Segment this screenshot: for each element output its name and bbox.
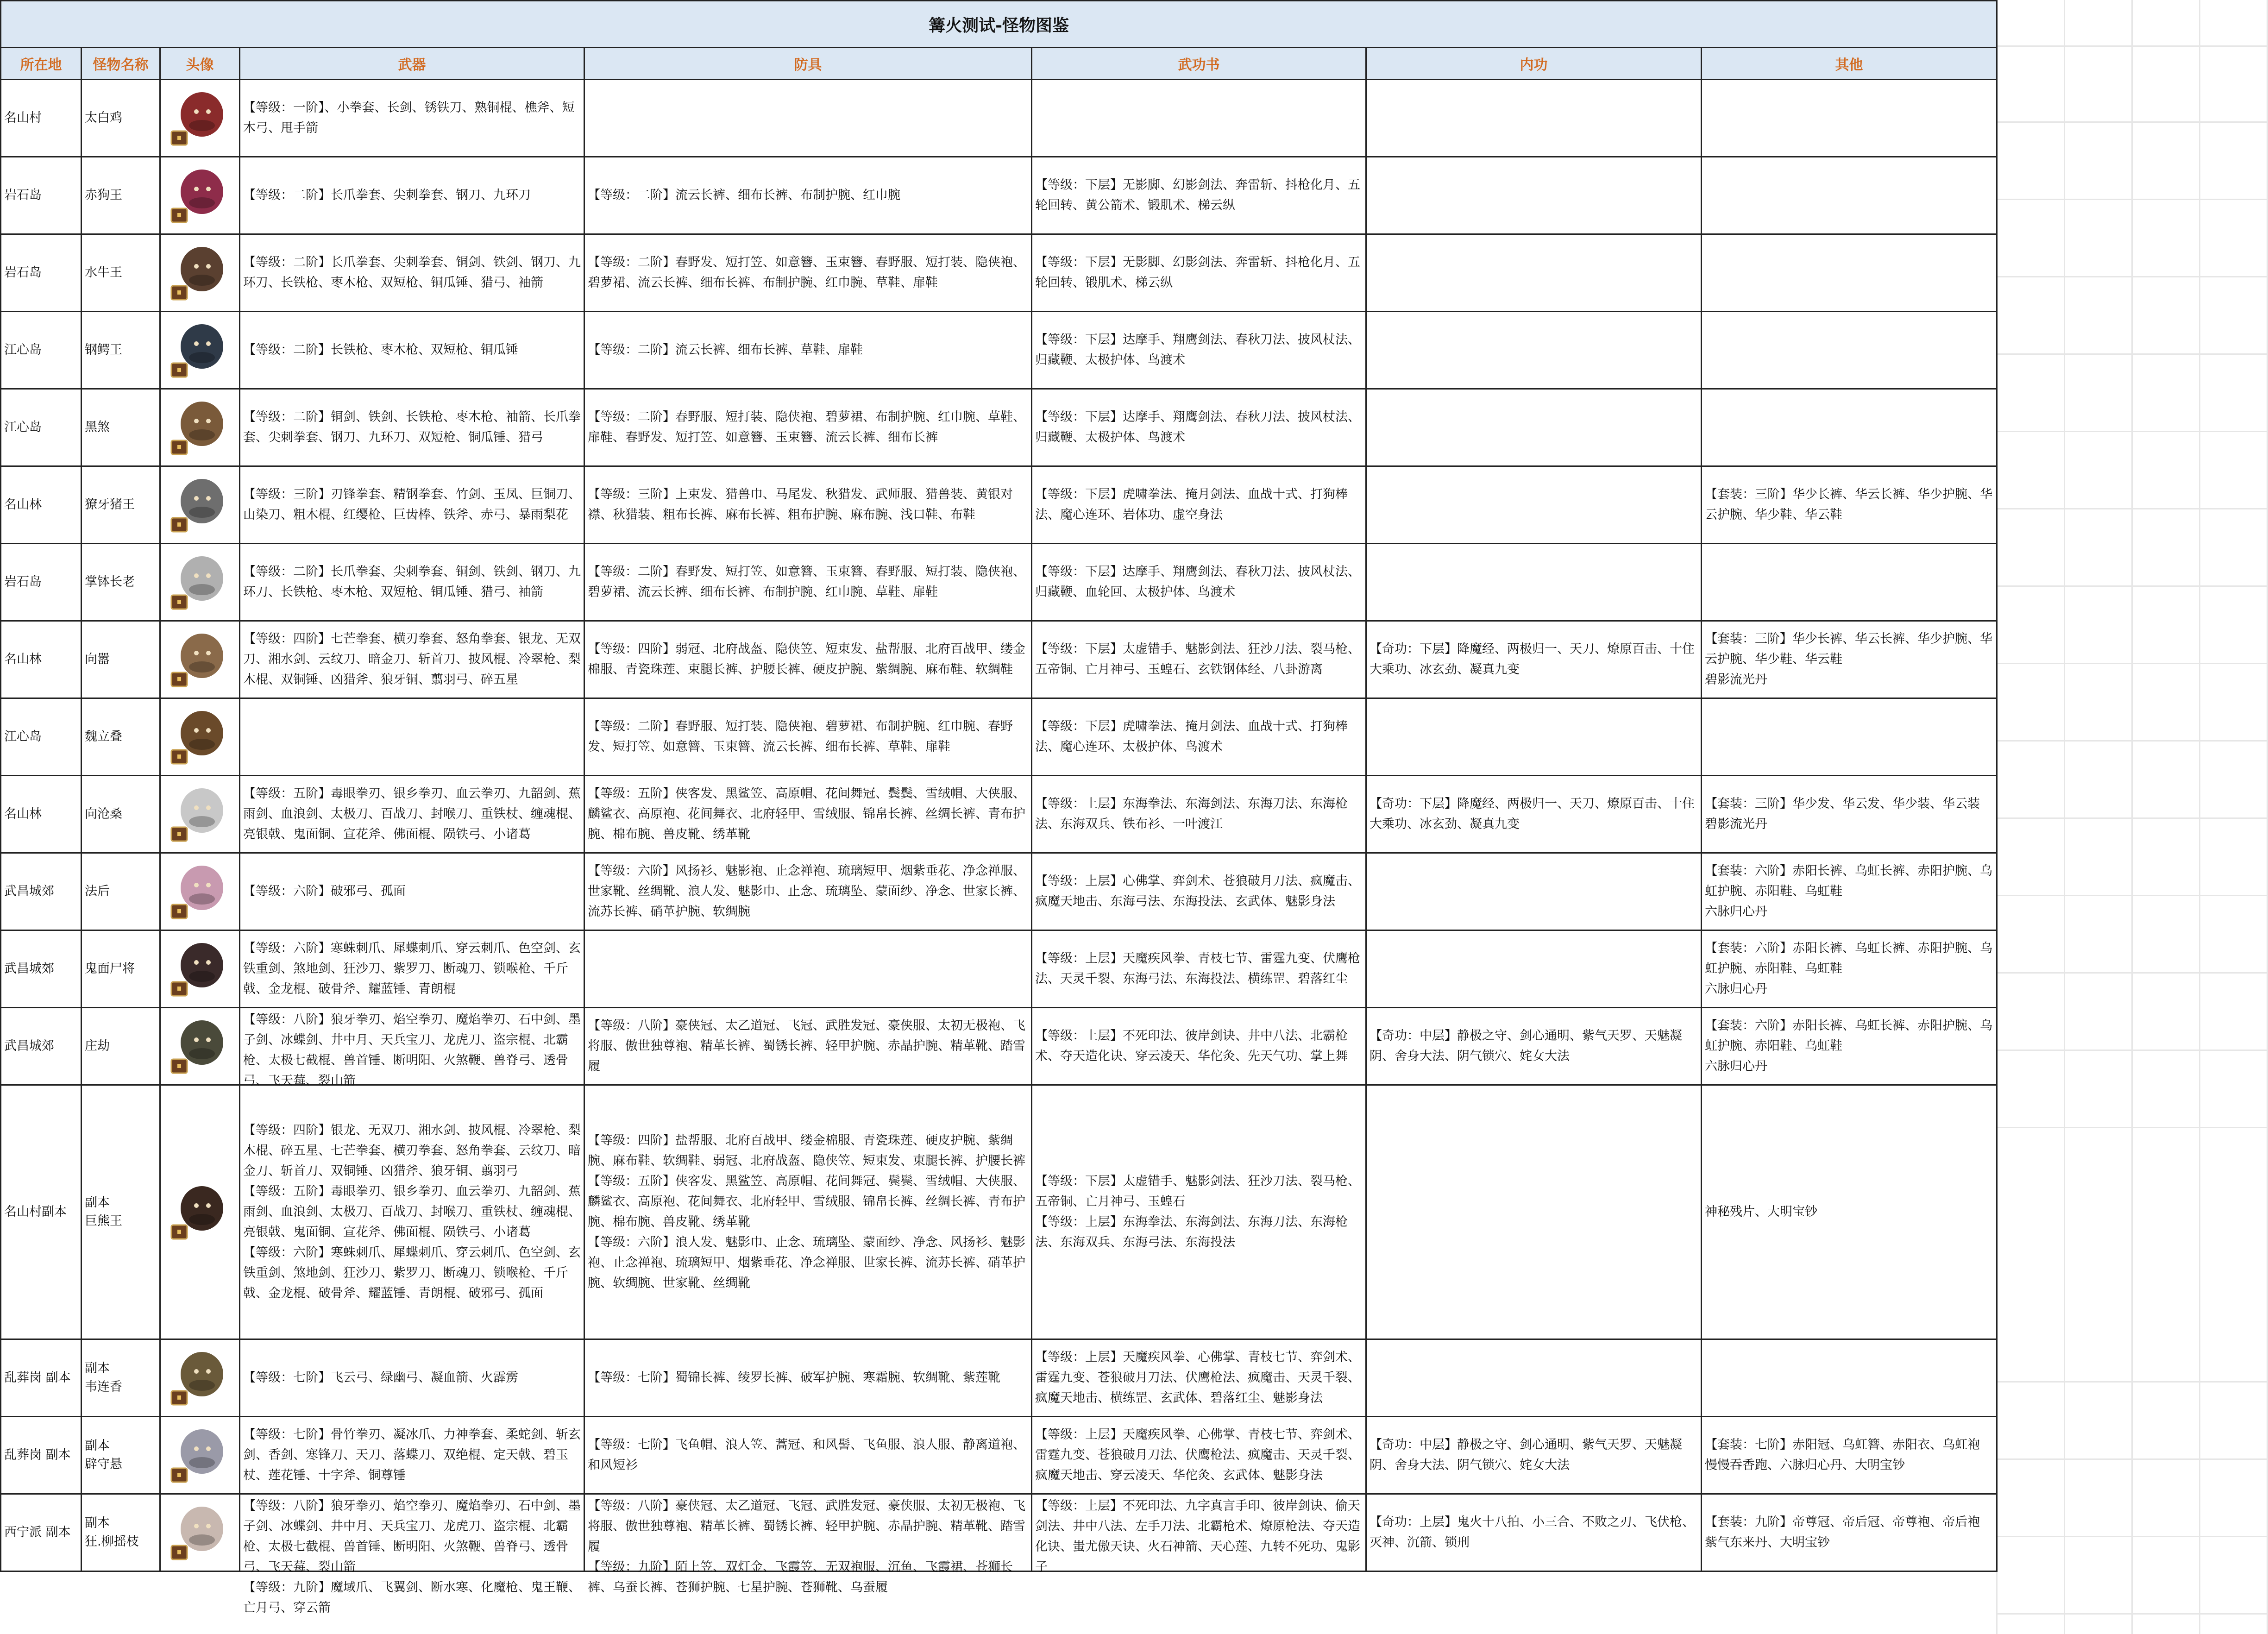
armor-cell[interactable] bbox=[584, 1494, 1032, 1595]
cell-text: 鬼面尸将 bbox=[85, 962, 135, 976]
grid-line bbox=[1996, 45, 2267, 47]
cell-text: 【等级：六阶】风扬衫、魅影袍、止念禅袍、琉璃短甲、烟紫垂花、净念禅服、世家靴、丝绸靴、浪人发、魅影巾、止念、琉璃坠、蒙面纱、净念、世家长裤、流苏长裤、硝革护腕、软绸腕 bbox=[588, 864, 1025, 919]
avatar-cell[interactable] bbox=[160, 544, 240, 621]
location-cell[interactable] bbox=[1, 1085, 82, 1339]
weapon-cell[interactable] bbox=[240, 1494, 584, 1615]
cell-text: 【等级：三阶】上束发、猎兽巾、马尾发、秋猎发、武师服、猎兽装、黄银对襟、秋猎装、粗布长裤、麻布长裤、粗布护腕、麻布腕、浅口鞋、布鞋 bbox=[588, 487, 1013, 522]
cell-text: 【等级：二阶】流云长裤、细布长裤、布制护腕、红巾腕 bbox=[588, 188, 900, 202]
cell-text: 【等级：六阶】破邪弓、孤面 bbox=[243, 884, 406, 899]
grid-line bbox=[1996, 972, 2267, 974]
cell-text: 【等级：下层】无影脚、幻影剑法、奔雷斩、抖枪化月、五轮回转、锻肌术、梯云纵 bbox=[1035, 255, 1360, 290]
other-cell[interactable] bbox=[1702, 466, 1997, 544]
armor-cell[interactable] bbox=[584, 312, 1032, 389]
armor-cell[interactable] bbox=[584, 1339, 1032, 1417]
table-row bbox=[1, 1339, 1997, 1417]
neigong-cell[interactable] bbox=[1366, 312, 1702, 389]
grid-line bbox=[1996, 199, 2267, 200]
avatar-cell[interactable] bbox=[160, 930, 240, 1008]
neigong-cell[interactable] bbox=[1366, 234, 1702, 312]
cell-text: 【奇功：中层】静极之守、剑心通明、紫气天罗、天魅凝阴、舍身大法、阴气锁穴、姹女大法 bbox=[1370, 1438, 1682, 1472]
cell-text: 钢鳄王 bbox=[85, 343, 122, 357]
table-row bbox=[1, 1417, 1997, 1494]
avatar-cell[interactable] bbox=[160, 1339, 240, 1417]
grid-line bbox=[1996, 585, 2267, 587]
cell-text: 【等级：下层】达摩手、翔鹰剑法、春秋刀法、披风杖法、归藏鞭、血轮回、太极护体、鸟渡术 bbox=[1035, 565, 1360, 599]
cell-text: 【等级：四阶】银龙、无双刀、湘水剑、披风棍、冷翠枪、梨木棍、碎五星、七芒拳套、横刃拳套、怒角拳套、云纹刀、暗金刀、斩首刀、双铜锤、凶猎斧、狼牙铜、翦羽弓 【等级：五阶】毒眼拳刃、银乡拳刃、血云拳刃、九韶剑、蕉雨剑、血浪剑、太极刀、百战刀、封喉刀、重铁杖、缠魂棍、亮银戟、鬼面铜、宣花斧、佛面棍、陨铁弓、小诸葛 【等级：六阶】寒蛛刺爪、犀蝶刺爪、穿云刺爪、色空剑、玄铁重剑、煞地剑、狂沙刀、紫罗刀、断魂刀、锁喉枪、千斤戟、金龙棍、破骨斧、耀蓝锤、青朗棍、破邪弓、孤面 bbox=[243, 1123, 581, 1301]
cell-text: 【等级：下层】达摩手、翔鹰剑法、春秋刀法、披风杖法、归藏鞭、太极护体、鸟渡术 bbox=[1035, 410, 1360, 445]
neigong-cell[interactable] bbox=[1366, 157, 1702, 234]
cell-text: 【套装：三阶】华少长裤、华云长裤、华少护腕、华云护腕、华少鞋、华云鞋 碧影流光丹 bbox=[1705, 632, 1992, 687]
cell-text: 【等级：四阶】弱冠、北府战盔、隐侠笠、短束发、盐帮服、北府百战甲、缕金棉服、青瓷珠莲、束腿长裤、护腰长裤、硬皮护腕、紫绸腕、麻布鞋、软绸鞋 bbox=[588, 642, 1025, 677]
buffalo-icon bbox=[168, 240, 232, 305]
location-cell[interactable] bbox=[1, 776, 82, 853]
table-row bbox=[1, 389, 1997, 466]
monster-name-cell[interactable] bbox=[82, 466, 160, 544]
neigong-cell[interactable] bbox=[1366, 1494, 1702, 1571]
weapon-cell[interactable] bbox=[240, 930, 584, 1008]
location-cell[interactable] bbox=[1, 389, 82, 466]
neigong-cell[interactable] bbox=[1366, 776, 1702, 853]
header-row bbox=[1, 48, 1997, 80]
header-martial-book: 武功书 bbox=[1032, 48, 1366, 80]
other-cell[interactable] bbox=[1702, 853, 1997, 930]
rooster-icon bbox=[168, 86, 232, 151]
other-cell[interactable] bbox=[1702, 621, 1997, 698]
monster-name-cell[interactable] bbox=[82, 80, 160, 157]
cell-text: 【等级：上层】天魔疾风拳、心佛掌、青枝七节、弈剑术、雷霆九变、苍狼破月刀法、伏鹰枪法、疯魔击、天灵千裂、疯魔天地击、横练罡、玄武体、碧落红尘、魅影身法 bbox=[1035, 1350, 1360, 1405]
cell-text: 【等级：二阶】春野服、短打装、隐侠袍、碧萝裙、布制护腕、红巾腕、草鞋、扉鞋、春野发、短打笠、如意簪、玉束簪、流云长裤、细布长裤 bbox=[588, 410, 1025, 445]
cell-text: 掌钵长老 bbox=[85, 575, 135, 589]
armor-cell[interactable] bbox=[584, 853, 1032, 930]
ghost-general-icon bbox=[168, 936, 232, 1001]
monster-name-cell[interactable] bbox=[82, 930, 160, 1008]
neigong-cell[interactable] bbox=[1366, 621, 1702, 698]
table-row bbox=[1, 544, 1997, 621]
weapon-cell[interactable] bbox=[240, 776, 584, 853]
cell-text: 水牛王 bbox=[85, 265, 122, 280]
grid-line bbox=[1996, 508, 2267, 509]
neigong-cell[interactable] bbox=[1366, 930, 1702, 1008]
other-cell[interactable] bbox=[1702, 544, 1997, 621]
cell-text: 向嚣 bbox=[85, 652, 110, 666]
grid-line bbox=[1996, 817, 2267, 819]
cell-text: 獠牙猪王 bbox=[85, 497, 135, 512]
book-cell[interactable] bbox=[1032, 1417, 1366, 1494]
cell-text: 【等级：八阶】豪侠冠、太乙道冠、飞冠、武胜发冠、豪侠服、太初无极袍、飞将服、傲世独尊袍、精革长裤、蜀锈长裤、轻甲护腕、赤晶护腕、精革靴、踏雪履 bbox=[588, 1018, 1025, 1074]
location-cell[interactable] bbox=[1, 1494, 82, 1571]
grid-line bbox=[1996, 663, 2267, 664]
neigong-cell[interactable] bbox=[1366, 466, 1702, 544]
cell-text: 【等级：四阶】七芒拳套、横刃拳套、怒角拳套、银龙、无双刀、湘水剑、云纹刀、暗金刀、斩首刀、披风棍、冷翠枪、梨木棍、双铜锤、凶猎斧、狼牙铜、翦羽弓、碎五星 bbox=[243, 632, 581, 687]
cell-text: 【奇功：上层】鬼火十八拍、小三合、不败之刃、飞伏枪、灭神、沉箭、锁刑 bbox=[1370, 1515, 1695, 1550]
cell-text: 名山村 bbox=[4, 111, 42, 125]
avatar-cell[interactable] bbox=[160, 853, 240, 930]
grid-line bbox=[1996, 740, 2267, 742]
boar-icon bbox=[168, 163, 232, 228]
table-row bbox=[1, 621, 1997, 698]
avatar-cell[interactable] bbox=[160, 466, 240, 544]
other-cell[interactable] bbox=[1702, 1008, 1997, 1085]
weapon-cell[interactable] bbox=[240, 312, 584, 389]
cell-text: 【等级：八阶】狼牙拳刃、焰空拳刃、魔焰拳刃、石中剑、墨子剑、冰蝶剑、井中月、天兵宝刀、龙虎刀、盗宗棍、北霸枪、太极七截棍、兽首锤、断明阳、火煞鞭、兽脊弓、透骨弓、飞天莓、裂山箭 bbox=[243, 1012, 581, 1088]
other-cell[interactable] bbox=[1702, 930, 1997, 1008]
book-cell[interactable] bbox=[1032, 466, 1366, 544]
table-row bbox=[1, 312, 1997, 389]
cell-text: 黑煞 bbox=[85, 420, 110, 434]
grid-line bbox=[1996, 121, 2267, 123]
cell-text: 江心岛 bbox=[4, 420, 42, 434]
avatar-cell[interactable] bbox=[160, 1417, 240, 1494]
cell-text: 向沧桑 bbox=[85, 807, 122, 821]
bandit-icon bbox=[168, 395, 232, 460]
avatar-cell[interactable] bbox=[160, 234, 240, 312]
cell-text: 【等级：上层】不死印法、彼岸剑诀、井中八法、北霸枪术、夺天造化诀、穿云凌天、华佗灸、先天气功、掌上舞 bbox=[1035, 1029, 1348, 1063]
cell-text: 【等级：下层】太虚错手、魅影剑法、狂沙刀法、裂马枪、五帝铜、亡月神弓、玉蝗石 【等级：上层】东海拳法、东海剑法、东海刀法、东海枪法、东海双兵、东海弓法、东海投法 bbox=[1035, 1174, 1360, 1250]
cell-text: 【等级：二阶】春野发、短打笠、如意簪、玉束簪、春野服、短打装、隐侠袍、碧萝裙、流云长裤、细布长裤、布制护腕、红巾腕、草鞋、扉鞋 bbox=[588, 565, 1025, 599]
monster-name-cell[interactable] bbox=[82, 157, 160, 234]
location-cell[interactable] bbox=[1, 544, 82, 621]
book-cell[interactable] bbox=[1032, 1008, 1366, 1085]
header-avatar: 头像 bbox=[160, 48, 240, 80]
neigong-cell[interactable] bbox=[1366, 1008, 1702, 1085]
horned-demon-icon bbox=[168, 1345, 232, 1410]
cell-text: 武昌城郊 bbox=[4, 1039, 54, 1053]
other-cell[interactable] bbox=[1702, 698, 1997, 776]
neigong-cell[interactable] bbox=[1366, 698, 1702, 776]
monster-name-cell[interactable] bbox=[82, 389, 160, 466]
table-row bbox=[1, 234, 1997, 312]
armor-cell[interactable] bbox=[584, 698, 1032, 776]
location-cell[interactable] bbox=[1, 157, 82, 234]
weapon-cell[interactable] bbox=[240, 544, 584, 621]
cell-text: 【等级：上层】天魔疾风拳、心佛掌、青枝七节、弈剑术、雷霆九变、苍狼破月刀法、伏鹰枪法、疯魔击、天灵千裂、疯魔天地击、穿云凌天、华佗灸、玄武体、魅影身法 bbox=[1035, 1427, 1360, 1483]
cell-text: 【套装：九阶】帝尊冠、帝后冠、帝尊袍、帝后袍 紫气东来丹、大明宝钞 bbox=[1705, 1515, 1980, 1550]
avatar-cell[interactable] bbox=[160, 389, 240, 466]
grid-line bbox=[1996, 1536, 2267, 1537]
weapon-cell[interactable] bbox=[240, 853, 584, 930]
monk-icon bbox=[168, 627, 232, 692]
cell-text: 【套装：三阶】华少长裤、华云长裤、华少护腕、华云护腕、华少鞋、华云鞋 bbox=[1705, 487, 1992, 522]
cell-text: 【等级：六阶】寒蛛刺爪、犀蝶刺爪、穿云刺爪、色空剑、玄铁重剑、煞地剑、狂沙刀、紫罗刀、断魂刀、锁喉枪、千斤戟、金龙棍、破骨斧、耀蓝锤、青朗棍 bbox=[243, 941, 581, 996]
grid-line bbox=[1996, 895, 2267, 896]
header-monster-name: 怪物名称 bbox=[82, 48, 160, 80]
cell-text: 神秘残片、大明宝钞 bbox=[1705, 1205, 1817, 1219]
old-master-icon bbox=[168, 1500, 232, 1565]
book-cell[interactable] bbox=[1032, 389, 1366, 466]
weapon-cell[interactable] bbox=[240, 1339, 584, 1417]
book-cell[interactable] bbox=[1032, 544, 1366, 621]
avatar-cell[interactable] bbox=[160, 80, 240, 157]
bear-icon bbox=[168, 1180, 232, 1244]
location-cell[interactable] bbox=[1, 312, 82, 389]
avatar-cell[interactable] bbox=[160, 621, 240, 698]
avatar-cell[interactable] bbox=[160, 312, 240, 389]
other-cell[interactable] bbox=[1702, 234, 1997, 312]
cell-text: 【等级：二阶】春野服、短打装、隐侠袍、碧萝裙、布制护腕、红巾腕、春野发、短打笠、如意簪、玉束簪、流云长裤、细布长裤、草鞋、扉鞋 bbox=[588, 719, 1013, 754]
location-cell[interactable] bbox=[1, 80, 82, 157]
cell-text: 【奇功：下层】降魔经、两极归一、天刀、燎原百击、十住大乘功、冰玄劲、凝真九变 bbox=[1370, 642, 1695, 677]
grid-line bbox=[1996, 1458, 2267, 1460]
cell-text: 【等级：上层】东海拳法、东海剑法、东海刀法、东海枪法、东海双兵、铁布衫、一叶渡江 bbox=[1035, 797, 1348, 831]
other-cell[interactable] bbox=[1702, 389, 1997, 466]
neigong-cell[interactable] bbox=[1366, 389, 1702, 466]
monster-name-cell[interactable] bbox=[82, 544, 160, 621]
book-cell[interactable] bbox=[1032, 1494, 1366, 1574]
grid-line bbox=[1996, 276, 2267, 277]
weapon-cell[interactable] bbox=[240, 80, 584, 157]
cell-text: 【等级：一阶】、小拳套、长剑、锈铁刀、熟铜棍、樵斧、短木弓、甩手箭 bbox=[243, 101, 575, 135]
neigong-cell[interactable] bbox=[1366, 80, 1702, 157]
grid-line bbox=[1996, 1613, 2267, 1615]
monster-name-cell[interactable] bbox=[82, 698, 160, 776]
cell-text: 法后 bbox=[85, 884, 110, 899]
cell-text: 太白鸡 bbox=[85, 111, 122, 125]
header-neigong: 内功 bbox=[1366, 48, 1702, 80]
armor-cell[interactable] bbox=[584, 621, 1032, 698]
cell-text: 【等级：三阶】刃锋拳套、精钢拳套、竹剑、玉凤、巨铜刀、山染刀、粗木棍、红缨枪、巨齿棒、铁斧、赤弓、暴雨梨花 bbox=[243, 487, 581, 522]
header-armor: 防具 bbox=[584, 48, 1032, 80]
cell-text: 【等级：四阶】盐帮服、北府百战甲、缕金棉服、青瓷珠莲、硬皮护腕、紫绸腕、麻布鞋、软绸鞋、弱冠、北府战盔、隐侠笠、短束发、束腿长裤、护腰长裤 【等级：五阶】侠客发、黑鲨笠、高原帽、花间舞冠、鬓鬓、雪绒帽、大侠服、麟鲨衣、高原袍、花间舞衣、北府轻甲、雪绒服、锦帛长裤、丝绸长裤、青布护腕、棉布腕、兽皮靴、绣革靴 【等级：六阶】浪人发、魅影巾、止念、琉璃坠、蒙面纱、净念、风扬衫、魅影袍、止念禅袍、琉璃短甲、烟紫垂花、净念禅服、世家长裤、流苏长裤、硝革护腕、软绸腕、世家靴、丝绸靴 bbox=[588, 1133, 1025, 1290]
cell-text: 【等级：八阶】狼牙拳刃、焰空拳刃、魔焰拳刃、石中剑、墨子剑、冰蝶剑、井中月、天兵宝刀、龙虎刀、盗宗棍、北霸枪、太极七截棍、兽首锤、断明阳、火煞鞭、兽脊弓、透骨弓、飞天莓、裂山箭 【等级：九阶】魔域爪、飞翼剑、断水寒、化魔枪、鬼王鞭、亡月弓、穿云箭 bbox=[243, 1499, 581, 1615]
cell-text: 武昌城郊 bbox=[4, 884, 54, 899]
location-cell[interactable] bbox=[1, 698, 82, 776]
table-row bbox=[1, 466, 1997, 544]
cell-text: 名山林 bbox=[4, 497, 42, 512]
grid-line bbox=[1996, 353, 2267, 355]
cell-text: 【等级：二阶】长爪拳套、尖刺拳套、铜剑、铁剑、钢刀、九环刀、长铁枪、枣木枪、双短枪、铜瓜锤、猎弓、袖箭 bbox=[243, 565, 581, 599]
cell-text: 副本 巨熊王 bbox=[85, 1195, 122, 1228]
monster-name-cell[interactable] bbox=[82, 853, 160, 930]
cell-text: 【等级：上层】不死印法、九字真言手印、彼岸剑诀、偷天剑法、井中八法、左手刀法、北霸枪术、燎原枪法、夺天造化诀、蚩尤傲天诀、火石神箭、天心莲、九转不死功、鬼影子 bbox=[1035, 1499, 1360, 1574]
cell-text: 乱葬岗 副本 bbox=[4, 1370, 71, 1385]
white-hair-icon bbox=[168, 1423, 232, 1488]
weapon-cell[interactable] bbox=[240, 621, 584, 698]
book-cell[interactable] bbox=[1032, 80, 1366, 157]
cell-text: 岩石岛 bbox=[4, 265, 42, 280]
armor-cell[interactable] bbox=[584, 466, 1032, 544]
monster-name-cell[interactable] bbox=[82, 1008, 160, 1085]
other-cell[interactable] bbox=[1702, 1417, 1997, 1494]
cell-text: 【等级：上层】天魔疾风拳、青枝七节、雷霆九变、伏鹰枪法、天灵千裂、东海弓法、东海投法、横练罡、碧落红尘 bbox=[1035, 951, 1360, 986]
cell-text: 副本 韦连香 bbox=[85, 1361, 122, 1394]
table-row bbox=[1, 930, 1997, 1008]
avatar-cell[interactable] bbox=[160, 1494, 240, 1571]
book-cell[interactable] bbox=[1032, 621, 1366, 698]
cell-text: 【等级：五阶】毒眼拳刃、银乡拳刃、血云拳刃、九韶剑、蕉雨剑、血浪剑、太极刀、百战刀、封喉刀、重铁杖、缠魂棍、亮银戟、鬼面铜、宣花斧、佛面棍、陨铁弓、小诸葛 bbox=[243, 786, 581, 842]
cell-text: 【等级：二阶】长铁枪、枣木枪、双短枪、铜瓜锤 bbox=[243, 343, 518, 357]
sheet-title: 篝火测试-怪物图鉴 bbox=[1, 1, 1997, 48]
warrior-hat-icon bbox=[168, 704, 232, 769]
header-weapon: 武器 bbox=[240, 48, 584, 80]
neigong-cell[interactable] bbox=[1366, 1417, 1702, 1494]
cell-text: 副本 狂.柳摇枝 bbox=[85, 1516, 139, 1549]
grid-line bbox=[2199, 0, 2200, 1634]
boar-king-icon bbox=[168, 472, 232, 537]
monster-name-cell[interactable] bbox=[82, 1339, 160, 1417]
armor-cell[interactable] bbox=[584, 1417, 1032, 1494]
cell-text: 西宁派 副本 bbox=[4, 1525, 71, 1540]
neigong-cell[interactable] bbox=[1366, 853, 1702, 930]
book-cell[interactable] bbox=[1032, 1085, 1366, 1339]
cell-text: 【等级：七阶】飞鱼帽、浪人笠、蒿冠、和风髻、飞鱼服、浪人服、静离道袍、和风短衫 bbox=[588, 1438, 1025, 1472]
table-row bbox=[1, 776, 1997, 853]
avatar-cell[interactable] bbox=[160, 1008, 240, 1085]
other-cell[interactable] bbox=[1702, 776, 1997, 853]
monster-name-cell[interactable] bbox=[82, 1494, 160, 1571]
cell-text: 【等级：上层】心佛掌、弈剑术、苍狼破月刀法、疯魔击、疯魔天地击、东海弓法、东海投法、玄武体、魅影身法 bbox=[1035, 874, 1360, 909]
cell-text: 名山林 bbox=[4, 652, 42, 666]
armor-cell[interactable] bbox=[584, 776, 1032, 853]
cell-text: 【套装：三阶】华少发、华云发、华少装、华云装 碧影流光丹 bbox=[1705, 797, 1980, 831]
armor-cell[interactable] bbox=[584, 80, 1032, 157]
armor-cell[interactable] bbox=[584, 234, 1032, 312]
table-row bbox=[1, 1494, 1997, 1571]
table-row bbox=[1, 157, 1997, 234]
weapon-cell[interactable] bbox=[240, 157, 584, 234]
cell-text: 魏立叠 bbox=[85, 729, 122, 744]
weapon-cell[interactable] bbox=[240, 1417, 584, 1494]
cell-text: 武昌城郊 bbox=[4, 962, 54, 976]
location-cell[interactable] bbox=[1, 621, 82, 698]
weapon-cell[interactable] bbox=[240, 466, 584, 544]
other-cell[interactable] bbox=[1702, 1339, 1997, 1417]
weapon-cell[interactable] bbox=[240, 1008, 584, 1088]
monster-name-cell[interactable] bbox=[82, 234, 160, 312]
cell-text: 【奇功：中层】静极之守、剑心通明、紫气天罗、天魅凝阴、舍身大法、阴气锁穴、姹女大法 bbox=[1370, 1029, 1682, 1063]
lady-icon bbox=[168, 859, 232, 924]
cell-text: 【等级：下层】无影脚、幻影剑法、奔雷斩、抖枪化月、五轮回转、黄公箭术、锻肌术、梯云纵 bbox=[1035, 178, 1360, 213]
cell-text: 名山村副本 bbox=[4, 1205, 67, 1219]
swordsman-icon bbox=[168, 782, 232, 847]
armor-cell[interactable] bbox=[584, 930, 1032, 1008]
cell-text: 【等级：二阶】流云长裤、细布长裤、草鞋、扉鞋 bbox=[588, 343, 863, 357]
table-row bbox=[1, 1008, 1997, 1085]
location-cell[interactable] bbox=[1, 466, 82, 544]
book-cell[interactable] bbox=[1032, 312, 1366, 389]
elder-icon bbox=[168, 550, 232, 615]
cell-text: 岩石岛 bbox=[4, 575, 42, 589]
location-cell[interactable] bbox=[1, 1339, 82, 1417]
avatar-cell[interactable] bbox=[160, 776, 240, 853]
cell-text: 【套装：七阶】赤阳冠、乌虹簪、赤阳衣、乌虹袍 慢慢吞香跑、六脉归心丹、大明宝钞 bbox=[1705, 1438, 1980, 1472]
avatar-cell[interactable] bbox=[160, 1085, 240, 1339]
cell-text: 【等级：七阶】骨竹拳刃、凝冰爪、力神拳套、柔蛇剑、斩玄剑、香剑、寒锋刀、天刀、落蝶刀、双绝棍、定天戟、碧玉杖、莲花锤、十字斧、铜尊锤 bbox=[243, 1427, 581, 1483]
weapon-cell[interactable] bbox=[240, 698, 584, 776]
grid-line bbox=[1996, 1127, 2267, 1128]
monster-name-cell[interactable] bbox=[82, 1417, 160, 1494]
book-cell[interactable] bbox=[1032, 1339, 1366, 1417]
cell-text: 江心岛 bbox=[4, 729, 42, 744]
other-cell[interactable] bbox=[1702, 157, 1997, 234]
book-cell[interactable] bbox=[1032, 234, 1366, 312]
table-row bbox=[1, 80, 1997, 157]
cell-text: 乱葬岗 副本 bbox=[4, 1448, 71, 1462]
grid-line bbox=[2131, 0, 2133, 1634]
cell-text: 岩石岛 bbox=[4, 188, 42, 202]
cell-text: 名山林 bbox=[4, 807, 42, 821]
cell-text: 【等级：二阶】长爪拳套、尖刺拳套、钢刀、九环刀 bbox=[243, 188, 531, 202]
grid-line bbox=[1996, 1381, 2267, 1383]
location-cell[interactable] bbox=[1, 930, 82, 1008]
location-cell[interactable] bbox=[1, 234, 82, 312]
monster-name-cell[interactable] bbox=[82, 312, 160, 389]
cell-text: 江心岛 bbox=[4, 343, 42, 357]
grid-line bbox=[1996, 431, 2267, 432]
weapon-cell[interactable] bbox=[240, 1085, 584, 1339]
header-other: 其他 bbox=[1702, 48, 1997, 80]
other-cell[interactable] bbox=[1702, 80, 1997, 157]
grid-line bbox=[2064, 0, 2065, 1634]
cell-text: 【等级：下层】虎啸拳法、掩月剑法、血战十式、打狗棒法、魔心连环、太极护体、鸟渡术 bbox=[1035, 719, 1348, 754]
cell-text: 【等级：五阶】侠客发、黑鲨笠、高原帽、花间舞冠、鬓鬓、雪绒帽、大侠服、麟鲨衣、高原袍、花间舞衣、北府轻甲、雪绒服、锦帛长裤、丝绸长裤、青布护腕、棉布腕、兽皮靴、绣革靴 bbox=[588, 786, 1025, 842]
grid-line bbox=[1996, 1050, 2267, 1051]
avatar-cell[interactable] bbox=[160, 698, 240, 776]
book-cell[interactable] bbox=[1032, 157, 1366, 234]
location-cell[interactable] bbox=[1, 1417, 82, 1494]
cell-text: 【等级：下层】达摩手、翔鹰剑法、春秋刀法、披风杖法、归藏鞭、太极护体、鸟渡术 bbox=[1035, 333, 1360, 367]
cell-text: 【等级：二阶】春野发、短打笠、如意簪、玉束簪、春野服、短打装、隐侠袍、碧萝裙、流云长裤、细布长裤、布制护腕、红巾腕、草鞋、扉鞋 bbox=[588, 255, 1025, 290]
other-cell[interactable] bbox=[1702, 312, 1997, 389]
neigong-cell[interactable] bbox=[1366, 1339, 1702, 1417]
armor-cell[interactable] bbox=[584, 157, 1032, 234]
cell-text: 【套装：六阶】赤阳长裤、乌虹长裤、赤阳护腕、乌虹护腕、赤阳鞋、乌虹鞋 六脉归心丹 bbox=[1705, 864, 1992, 919]
header-location: 所在地 bbox=[1, 48, 82, 80]
monster-name-cell[interactable] bbox=[82, 776, 160, 853]
cell-text: 庄劫 bbox=[85, 1039, 110, 1053]
armor-cell[interactable] bbox=[584, 389, 1032, 466]
avatar-cell[interactable] bbox=[160, 157, 240, 234]
armor-cell[interactable] bbox=[584, 1008, 1032, 1085]
book-cell[interactable] bbox=[1032, 698, 1366, 776]
cell-text: 赤狗王 bbox=[85, 188, 122, 202]
table-row bbox=[1, 698, 1997, 776]
neigong-cell[interactable] bbox=[1366, 1085, 1702, 1339]
monster-name-cell[interactable] bbox=[82, 1085, 160, 1339]
table-row bbox=[1, 1085, 1997, 1339]
weapon-cell[interactable] bbox=[240, 234, 584, 312]
armor-cell[interactable] bbox=[584, 544, 1032, 621]
cell-text: 【套装：六阶】赤阳长裤、乌虹长裤、赤阳护腕、乌虹护腕、赤阳鞋、乌虹鞋 六脉归心丹 bbox=[1705, 941, 1992, 996]
cell-text: 【等级：下层】虎啸拳法、掩月剑法、血战十式、打狗棒法、魔心连环、岩体功、虚空身法 bbox=[1035, 487, 1348, 522]
book-cell[interactable] bbox=[1032, 853, 1366, 930]
cell-text: 【奇功：下层】降魔经、两极归一、天刀、燎原百击、十住大乘功、冰玄劲、凝真九变 bbox=[1370, 797, 1695, 831]
cell-text: 【等级：下层】太虚错手、魅影剑法、狂沙刀法、裂马枪、五帝铜、亡月神弓、玉蝗石、玄铁钢体经、八卦游离 bbox=[1035, 642, 1360, 677]
other-cell[interactable] bbox=[1702, 1085, 1997, 1339]
location-cell[interactable] bbox=[1, 1008, 82, 1085]
cell-text: 【等级：二阶】铜剑、铁剑、长铁枪、枣木枪、袖箭、长爪拳套、尖刺拳套、钢刀、九环刀、双短枪、铜瓜锤、猎弓 bbox=[243, 410, 581, 445]
cell-text: 【等级：八阶】豪侠冠、太乙道冠、飞冠、武胜发冠、豪侠服、太初无极袍、飞将服、傲世独尊袍、精革长裤、蜀锈长裤、轻甲护腕、赤晶护腕、精革靴、踏雪履 【等级：九阶】陌上笠、双灯金、飞霞笠、无双袍服、沉鱼、飞霞裙、苍狮长裤、乌蚕长裤、苍狮护腕、七星护腕、苍狮靴、乌蚕履 bbox=[588, 1499, 1025, 1595]
weapon-cell[interactable] bbox=[240, 389, 584, 466]
crocodile-icon bbox=[168, 318, 232, 383]
book-cell[interactable] bbox=[1032, 776, 1366, 853]
location-cell[interactable] bbox=[1, 853, 82, 930]
cell-text: 【等级：七阶】蜀锦长裤、绫罗长裤、破军护腕、寒霜腕、软绸靴、紫莲靴 bbox=[588, 1370, 1000, 1385]
official-icon bbox=[168, 1014, 232, 1079]
cell-text: 【等级：二阶】长爪拳套、尖刺拳套、铜剑、铁剑、钢刀、九环刀、长铁枪、枣木枪、双短枪、铜瓜锤、猎弓、袖箭 bbox=[243, 255, 581, 290]
book-cell[interactable] bbox=[1032, 930, 1366, 1008]
cell-text: 副本 辟守悬 bbox=[85, 1439, 122, 1471]
armor-cell[interactable] bbox=[584, 1085, 1032, 1339]
table-row bbox=[1, 853, 1997, 930]
other-cell[interactable] bbox=[1702, 1494, 1997, 1571]
neigong-cell[interactable] bbox=[1366, 544, 1702, 621]
cell-text: 【等级：七阶】飞云弓、绿幽弓、凝血箭、火霹雳 bbox=[243, 1370, 518, 1385]
monster-name-cell[interactable] bbox=[82, 621, 160, 698]
cell-text: 【套装：六阶】赤阳长裤、乌虹长裤、赤阳护腕、乌虹护腕、赤阳鞋、乌虹鞋 六脉归心丹 bbox=[1705, 1018, 1992, 1074]
